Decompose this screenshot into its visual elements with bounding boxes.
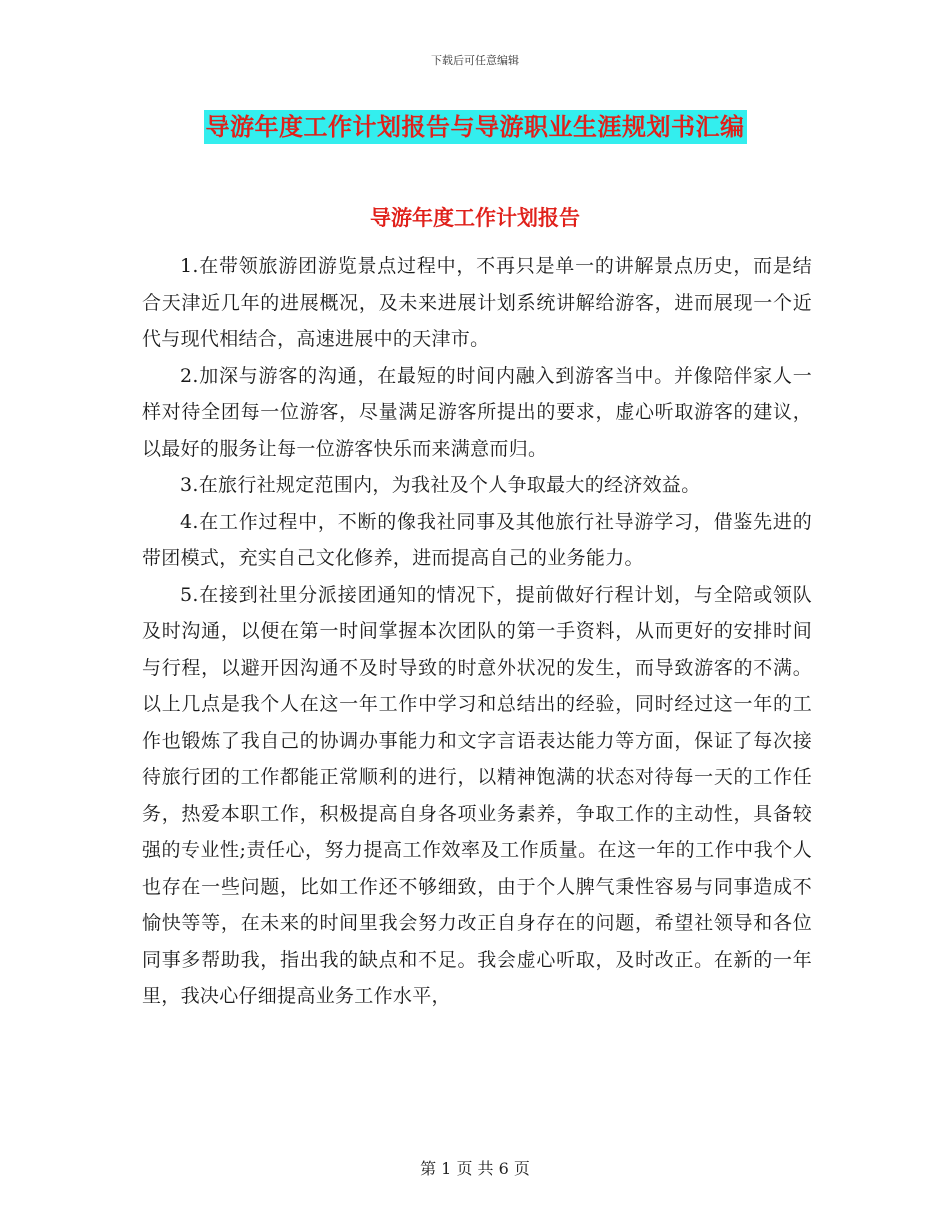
paragraph-3: 3.在旅行社规定范围内，为我社及个人争取最大的经济效益。	[180, 474, 701, 496]
section-title: 导游年度工作计划报告	[370, 206, 580, 230]
paragraph-1: 1.在带领旅游团游览景点过程中，不再只是单一的讲解景点历史，而是结合天津近几年的进展概况，及未来进展计划系统讲解给游客，进而展现一个近代与现代相结合，高速进展中的天津市。	[142, 255, 812, 350]
document-body	[142, 248, 812, 1015]
paragraph-4: 4.在工作过程中，不断的像我社同事及其他旅行社导游学习，借鉴先进的带团模式，充实自己文化修养，进而提高自己的业务能力。	[142, 510, 812, 569]
paragraph-5: 5.在接到社里分派接团通知的情况下，提前做好行程计划，与全陪或领队及时沟通，以便在第一时间掌握本次团队的第一手资料，从而更好的安排时间与行程，以避开因沟通不及时导致的时意外状况的发生，而导致游客的不满。以上几点是我个人在这一年工作中学习和总结出的经验，同时经过这一年的工作也锻炼了我自己的协调办事能力和文字言语表达能力等方面，保证了每次接待旅行团的工作都能正常顺利的进行，以精神饱满的状态对待每一天的工作任务，热爱本职工作，积极提高自身各项业务素养，争取工作的主动性，具备较强的专业性;责任心，努力提高工作效率及工作质量。在这一年的工作中我个人也存在一些问题，比如工作还不够细致，由于个人脾气秉性容易与同事造成不愉快等等，在未来的时间里我会努力改正自身存在的问题，希望社领导和各位同事多帮助我，指出我的缺点和不足。我会虚心听取，及时改正。在新的一年里，我决心仔细提高业务工作水平，	[142, 583, 812, 1007]
page-header-note: 下载后可任意编辑	[431, 54, 519, 67]
document-title-container	[0, 110, 950, 144]
document-title: 导游年度工作计划报告与导游职业生涯规划书汇编	[204, 110, 747, 144]
paragraph-2: 2.加深与游客的沟通，在最短的时间内融入到游客当中。并像陪伴家人一样对待全团每一位游客，尽量满足游客所提出的要求，虚心听取游客的建议，以最好的服务让每一位游客快乐而来满意而归。	[142, 364, 812, 460]
page-number: 第 1 页 共 6 页	[420, 1159, 530, 1178]
